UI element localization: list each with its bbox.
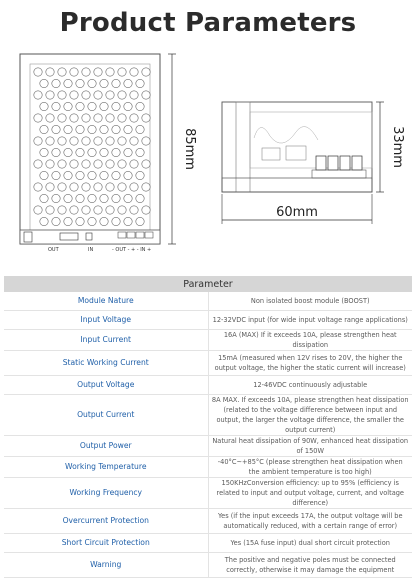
- vent-hole: [124, 79, 132, 87]
- vent-hole: [118, 160, 126, 168]
- vent-hole: [112, 171, 120, 179]
- height-dimension-33: 33mm: [390, 126, 405, 168]
- vent-hole: [52, 102, 60, 110]
- width-dimension-60: 60mm: [276, 205, 318, 220]
- table-row: [4, 478, 412, 509]
- vent-hole: [118, 183, 126, 191]
- vent-hole: [88, 148, 96, 156]
- table-row: [4, 436, 412, 457]
- vent-hole: [40, 194, 48, 202]
- row-value-static-current: 15mA (measured when 12V rises to 20V, the higher the output voltage, the higher the static current will increase): [208, 351, 412, 376]
- side-view: [222, 102, 405, 224]
- vent-hole: [136, 217, 144, 225]
- vent-hole: [52, 79, 60, 87]
- vent-hole: [34, 114, 42, 122]
- output-label: OUT: [48, 247, 59, 253]
- vent-hole: [52, 171, 60, 179]
- vent-hole: [100, 102, 108, 110]
- vent-hole: [88, 79, 96, 87]
- vent-hole: [142, 137, 150, 145]
- row-label-output-power: Output Power: [4, 436, 208, 457]
- row-label-output-current: Output Current: [4, 395, 208, 436]
- vent-hole: [58, 206, 66, 214]
- vent-hole: [34, 183, 42, 191]
- vent-hole: [70, 137, 78, 145]
- vent-hole: [58, 160, 66, 168]
- vent-hole: [106, 137, 114, 145]
- row-value-warning: The positive and negative poles must be connected correctly, otherwise it may damage the equipment: [208, 553, 412, 578]
- vent-hole: [70, 114, 78, 122]
- vent-hole: [46, 183, 54, 191]
- row-label-static-current: Static Working Current: [4, 351, 208, 376]
- vent-hole: [136, 171, 144, 179]
- table-row: [4, 351, 412, 376]
- vent-hole: [34, 160, 42, 168]
- vent-hole: [88, 194, 96, 202]
- vent-hole: [34, 206, 42, 214]
- table-row: [4, 534, 412, 553]
- vent-hole: [112, 102, 120, 110]
- vent-hole: [118, 114, 126, 122]
- vent-hole: [100, 125, 108, 133]
- vent-hole: [46, 206, 54, 214]
- vent-hole: [142, 206, 150, 214]
- vent-hole: [52, 125, 60, 133]
- vent-hole: [124, 171, 132, 179]
- vent-hole: [94, 68, 102, 76]
- vent-hole: [40, 171, 48, 179]
- table-row: [4, 553, 412, 578]
- vent-hole: [52, 148, 60, 156]
- vent-hole: [82, 91, 90, 99]
- vent-hole: [76, 148, 84, 156]
- vent-hole: [70, 206, 78, 214]
- vent-hole: [130, 114, 138, 122]
- height-dimension-85: 85mm: [182, 128, 197, 170]
- vent-hole: [100, 171, 108, 179]
- row-label-input-current: Input Current: [4, 330, 208, 351]
- parameter-table: [4, 276, 412, 578]
- vent-hole: [142, 68, 150, 76]
- vent-hole: [136, 148, 144, 156]
- row-value-working-temperature: -40°C~+85°C (please strengthen heat dissipation when the ambient temperature is too high): [208, 457, 412, 478]
- row-value-input-voltage: 12-32VDC input (for wide input voltage range applications): [208, 311, 412, 330]
- vent-hole: [34, 91, 42, 99]
- vent-hole: [118, 91, 126, 99]
- vent-hole: [88, 102, 96, 110]
- vent-hole: [130, 137, 138, 145]
- vent-hole: [94, 137, 102, 145]
- vent-hole: [76, 217, 84, 225]
- vent-hole: [94, 160, 102, 168]
- row-label-overcurrent-protection: Overcurrent Protection: [4, 509, 208, 534]
- row-label-input-voltage: Input Voltage: [4, 311, 208, 330]
- vent-hole: [142, 183, 150, 191]
- vent-hole: [40, 217, 48, 225]
- vent-hole: [124, 217, 132, 225]
- vent-hole: [58, 183, 66, 191]
- vent-hole: [52, 194, 60, 202]
- vent-hole: [88, 217, 96, 225]
- row-value-output-power: Natural heat dissipation of 90W, enhanced heat dissipation of 150W: [208, 436, 412, 457]
- vent-hole: [106, 114, 114, 122]
- vent-hole: [64, 171, 72, 179]
- vent-hole: [112, 148, 120, 156]
- vent-hole: [130, 160, 138, 168]
- vent-hole: [64, 79, 72, 87]
- vent-hole: [64, 194, 72, 202]
- table-row: [4, 395, 412, 436]
- vent-hole: [130, 68, 138, 76]
- vent-hole: [70, 91, 78, 99]
- vent-hole: [118, 206, 126, 214]
- row-label-output-voltage: Output Voltage: [4, 376, 208, 395]
- vent-hole: [106, 91, 114, 99]
- input-label: IN: [88, 247, 94, 253]
- vent-hole: [76, 194, 84, 202]
- vent-hole: [142, 91, 150, 99]
- vent-hole: [130, 91, 138, 99]
- vent-hole: [64, 102, 72, 110]
- vent-hole: [40, 125, 48, 133]
- vent-hole: [82, 206, 90, 214]
- terminal-label: - OUT - + - IN +: [112, 247, 152, 253]
- table-header: Parameter: [4, 276, 412, 292]
- dimension-drawing: [0, 48, 416, 270]
- table-row: [4, 292, 412, 311]
- vent-hole: [82, 68, 90, 76]
- vent-hole: [118, 137, 126, 145]
- vent-hole: [124, 148, 132, 156]
- row-value-working-frequency: 150KHzConversion efficiency: up to 95% (efficiency is related to input and output voltage, current, and voltage difference): [208, 478, 412, 509]
- row-value-output-voltage: 12-46VDC continuously adjustable: [208, 376, 412, 395]
- vent-hole: [112, 125, 120, 133]
- vent-hole: [64, 217, 72, 225]
- vent-hole: [100, 79, 108, 87]
- vent-hole: [46, 137, 54, 145]
- row-value-overcurrent-protection: Yes (if the input exceeds 17A, the output voltage will be automatically reduced, with a certain range of error): [208, 509, 412, 534]
- vent-hole: [64, 125, 72, 133]
- table-row: [4, 457, 412, 478]
- row-label-working-temperature: Working Temperature: [4, 457, 208, 478]
- vent-hole: [100, 148, 108, 156]
- vent-hole: [58, 137, 66, 145]
- vent-hole: [106, 68, 114, 76]
- vent-hole: [106, 160, 114, 168]
- vent-hole: [58, 91, 66, 99]
- vent-hole: [94, 114, 102, 122]
- vent-hole: [70, 68, 78, 76]
- vent-hole: [82, 114, 90, 122]
- vent-hole: [118, 68, 126, 76]
- row-label-module-nature: Module Nature: [4, 292, 208, 311]
- vent-hole: [100, 194, 108, 202]
- vent-hole: [82, 137, 90, 145]
- vent-hole: [124, 102, 132, 110]
- vent-hole: [94, 183, 102, 191]
- vent-hole: [136, 79, 144, 87]
- vent-hole: [52, 217, 60, 225]
- vent-hole: [40, 79, 48, 87]
- row-value-short-circuit-protection: Yes (15A fuse input) dual short circuit protection: [208, 534, 412, 553]
- vent-hole: [70, 183, 78, 191]
- vent-hole: [58, 114, 66, 122]
- vent-hole: [46, 68, 54, 76]
- vent-hole: [142, 160, 150, 168]
- vent-hole: [34, 137, 42, 145]
- vent-hole: [40, 102, 48, 110]
- vent-hole: [130, 183, 138, 191]
- vent-hole: [76, 125, 84, 133]
- table-row: [4, 330, 412, 351]
- vent-hole: [64, 148, 72, 156]
- vent-hole: [112, 79, 120, 87]
- vent-hole: [70, 160, 78, 168]
- vent-hole: [130, 206, 138, 214]
- table-row: [4, 311, 412, 330]
- vent-hole: [46, 91, 54, 99]
- vent-hole: [136, 194, 144, 202]
- vent-hole: [136, 102, 144, 110]
- row-value-output-current: 8A MAX. If exceeds 10A, please strengthen heat dissipation (related to the voltage difference between input and output, the larger the voltage difference, the smaller the output current): [208, 395, 412, 436]
- vent-hole: [82, 160, 90, 168]
- vent-hole: [100, 217, 108, 225]
- vent-hole: [106, 206, 114, 214]
- table-row: [4, 376, 412, 395]
- vent-hole: [112, 194, 120, 202]
- vent-hole: [124, 194, 132, 202]
- vent-hole: [76, 79, 84, 87]
- vent-hole: [76, 102, 84, 110]
- vent-hole: [142, 114, 150, 122]
- table-row: [4, 509, 412, 534]
- vent-hole: [94, 206, 102, 214]
- row-label-working-frequency: Working Frequency: [4, 478, 208, 509]
- vent-hole: [58, 68, 66, 76]
- row-label-warning: Warning: [4, 553, 208, 578]
- row-value-input-current: 16A (MAX) If it exceeds 10A, please strengthen heat dissipation: [208, 330, 412, 351]
- vent-hole: [112, 217, 120, 225]
- vent-hole: [88, 125, 96, 133]
- vent-hole: [46, 160, 54, 168]
- page-title: Product Parameters: [59, 8, 357, 38]
- row-value-module-nature: Non isolated boost module (BOOST): [208, 292, 412, 311]
- vent-hole: [136, 125, 144, 133]
- vent-hole: [46, 114, 54, 122]
- vent-hole: [88, 171, 96, 179]
- row-label-short-circuit-protection: Short Circuit Protection: [4, 534, 208, 553]
- vent-hole: [106, 183, 114, 191]
- vent-hole: [76, 171, 84, 179]
- vent-hole: [34, 68, 42, 76]
- vent-hole: [40, 148, 48, 156]
- vent-hole: [124, 125, 132, 133]
- front-view: [20, 54, 197, 253]
- vent-hole: [94, 91, 102, 99]
- vent-hole: [82, 183, 90, 191]
